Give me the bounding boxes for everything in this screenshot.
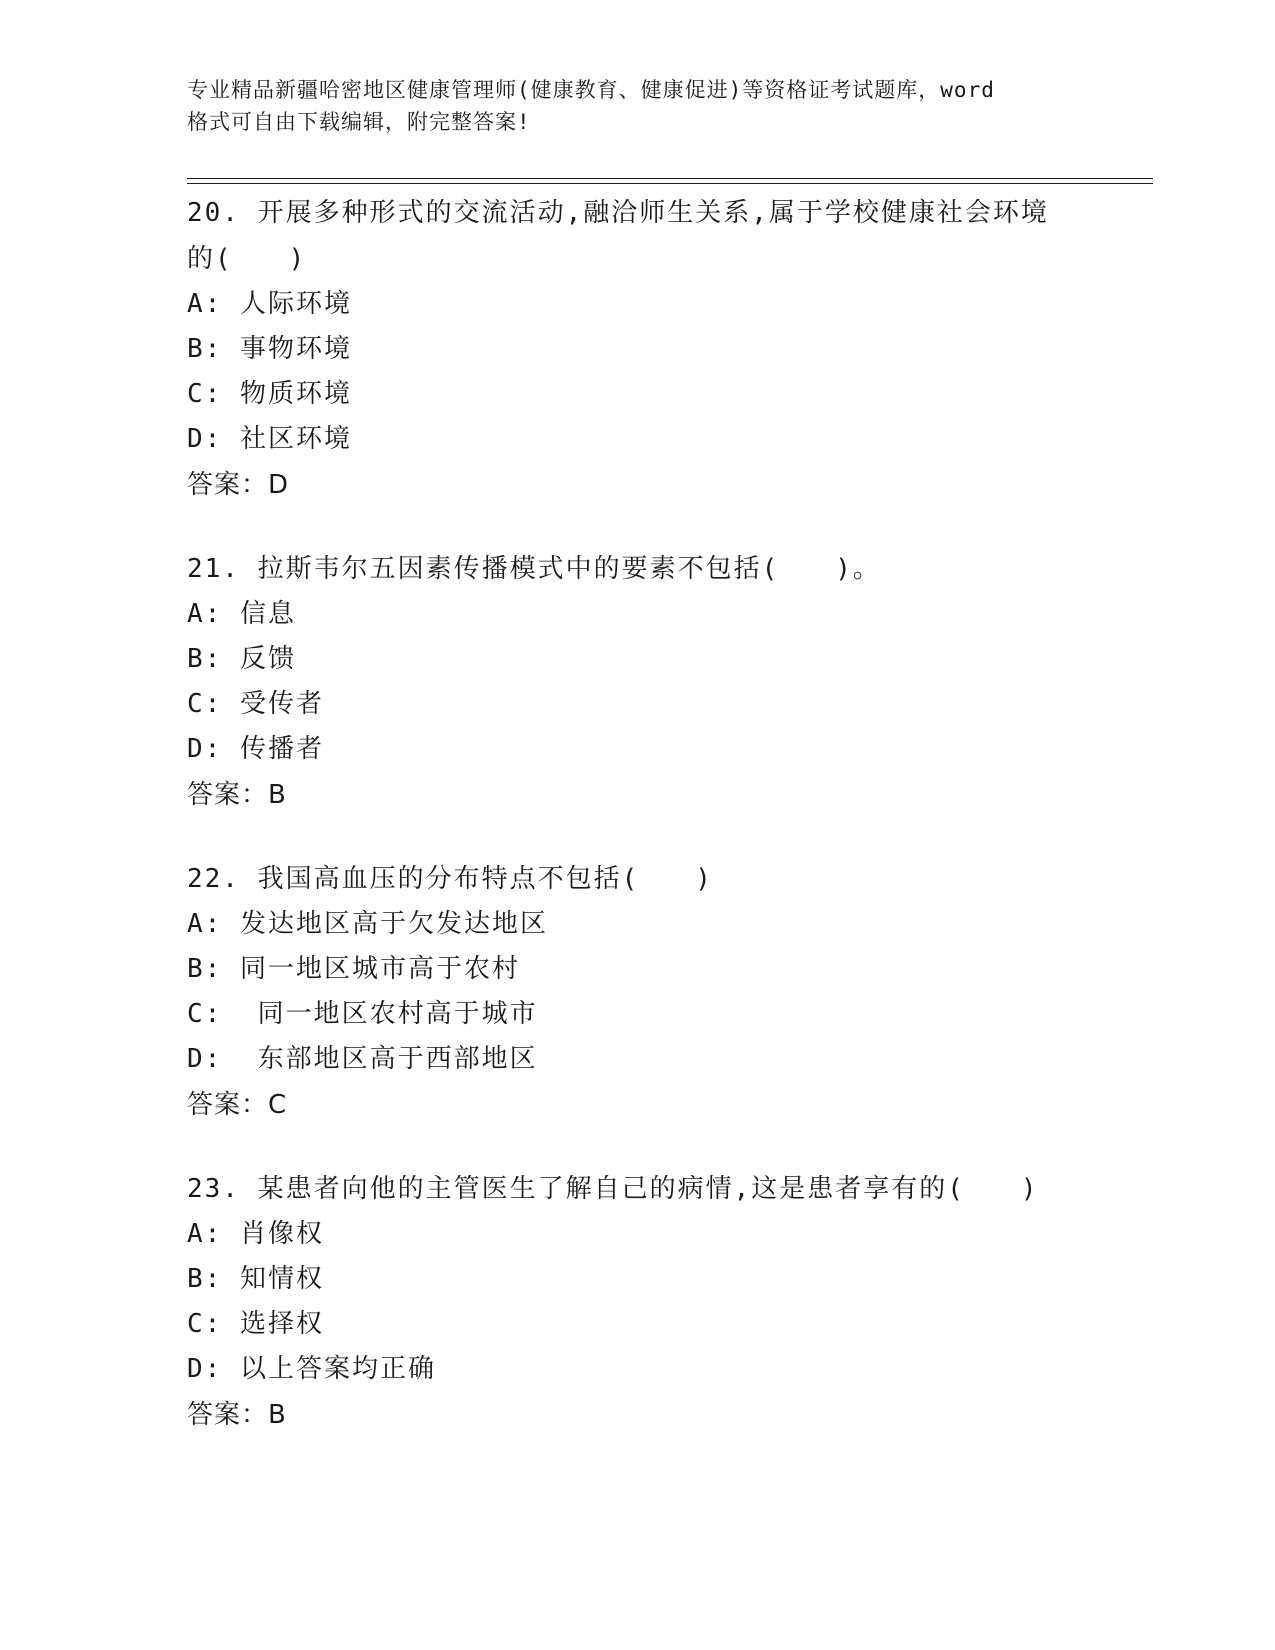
option-c: C: 同一地区农村高于城市	[187, 999, 538, 1029]
option-d: D: 以上答案均正确	[187, 1354, 436, 1384]
question-20	[187, 190, 1087, 508]
question-stem: 23. 某患者向他的主管医生了解自己的病情,这是患者享有的( )	[187, 1174, 1039, 1204]
option-c: C: 受传者	[187, 689, 324, 719]
question-23	[187, 1166, 1087, 1438]
answer: 答案：D	[187, 470, 290, 500]
question-22	[187, 856, 1087, 1128]
document-header	[187, 74, 1087, 138]
option-b: B: 反馈	[187, 644, 296, 674]
option-a: A: 人际环境	[187, 289, 352, 319]
question-stem: 21. 拉斯韦尔五因素传播模式中的要素不包括( )。	[187, 554, 881, 584]
question-stem: 20. 开展多种形式的交流活动,融洽师生关系,属于学校健康社会环境	[187, 198, 1049, 228]
option-a: A: 发达地区高于欠发达地区	[187, 909, 548, 939]
header-line-2: 格式可自由下载编辑，附完整答案!	[187, 110, 531, 134]
answer: 答案：C	[187, 1090, 288, 1120]
answer: 答案：B	[187, 1400, 287, 1430]
option-a: A: 肖像权	[187, 1219, 324, 1249]
option-b: B: 事物环境	[187, 334, 352, 364]
option-c: C: 物质环境	[187, 379, 352, 409]
option-a: A: 信息	[187, 599, 296, 629]
option-c: C: 选择权	[187, 1309, 324, 1339]
question-21	[187, 546, 1087, 818]
option-d: D: 传播者	[187, 734, 324, 764]
question-list	[187, 190, 1087, 1476]
option-b: B: 知情权	[187, 1264, 324, 1294]
option-d: D: 社区环境	[187, 424, 352, 454]
header-divider	[187, 178, 1153, 184]
option-d: D: 东部地区高于西部地区	[187, 1044, 538, 1074]
answer: 答案：B	[187, 780, 287, 810]
question-stem-continued: 的( )	[187, 244, 307, 274]
header-line-1: 专业精品新疆哈密地区健康管理师(健康教育、健康促进)等资格证考试题库，word	[187, 78, 995, 102]
question-stem: 22. 我国高血压的分布特点不包括( )	[187, 864, 713, 894]
option-b: B: 同一地区城市高于农村	[187, 954, 520, 984]
